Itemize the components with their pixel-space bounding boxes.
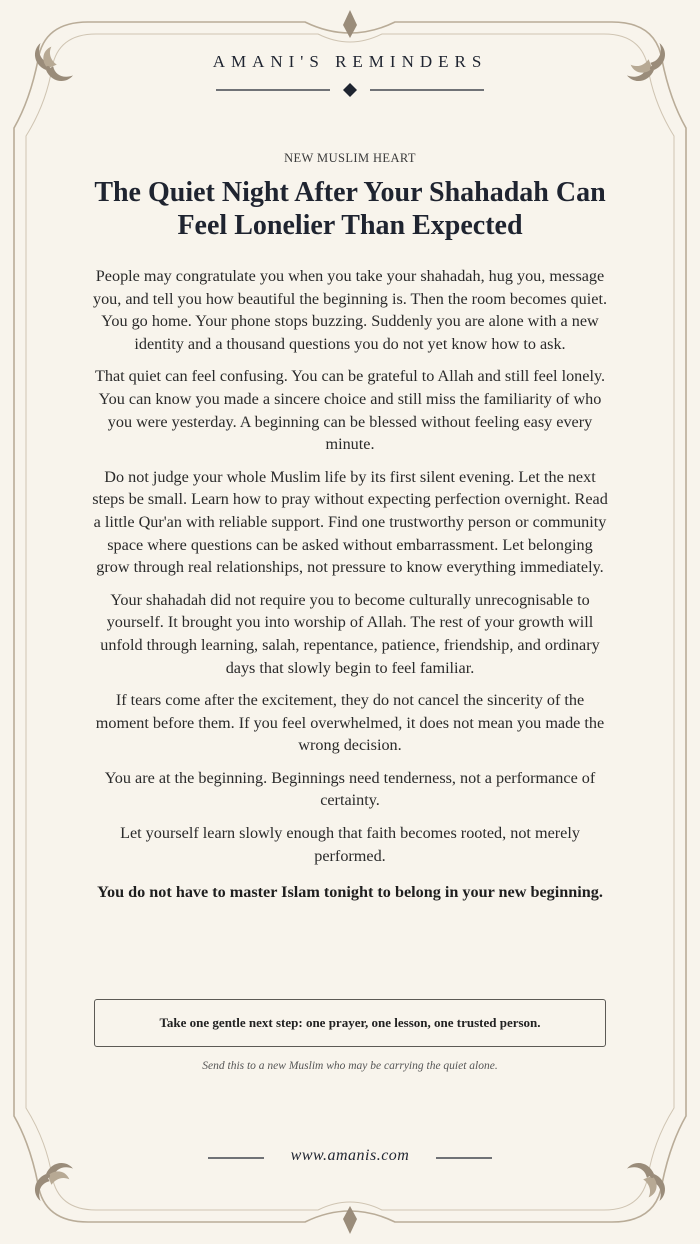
closing-statement: You do not have to master Islam tonight to belong in your new beginning. [97, 883, 603, 902]
paragraph: Do not judge your whole Muslim life by its first silent evening. Let the next steps be small. Learn how to pray without expecting perfection overnight. Read a little Qur'an with reliable support. Find one trustworthy person or community space where questions can be asked without embarrassment. Let belonging grow through real relationships, not pressure to know everything immediately. [92, 467, 608, 577]
brand-title: AMANI'S REMINDERS [212, 52, 488, 71]
article-kicker: NEW MUSLIM HEART [284, 151, 416, 165]
paragraph: That quiet can feel confusing. You can be grateful to Allah and still feel lonely. You can know you made a sincere choice and still miss the familiarity of who you were yesterday. A beginning can be blessed without feeling easy every minute. [94, 367, 606, 454]
paragraph: You are at the beginning. Beginnings need tenderness, not a performance of certainty. [104, 768, 596, 810]
article-body [92, 265, 608, 914]
paragraph: Let yourself learn slowly enough that faith becomes rooted, not merely performed. [120, 824, 580, 865]
callout-text: Take one gentle next step: one prayer, one lesson, one trusted person. [159, 1015, 541, 1030]
paragraph: People may congratulate you when you take your shahadah, hug you, message you, and tell you how beautiful the beginning is. Then the room becomes quiet. You go home. Your phone stops buzzing. Suddenly you are alone with a new identity and a thousand questions you do not yet know how to ask. [92, 267, 607, 353]
paragraph: Your shahadah did not require you to become culturally unrecognisable to yourself. It brought you into worship of Allah. The rest of your growth will unfold through learning, salah, repentance, patience, friendship, and ordinary days that slowly begin to feel familiar. [100, 590, 600, 677]
website-link[interactable]: www.amanis.com [290, 1147, 410, 1164]
share-note: Send this to a new Muslim who may be carrying the quiet alone. [202, 1060, 498, 1072]
paragraph: If tears come after the excitement, they do not cancel the sincerity of the moment before them. If you feel overwhelmed, it does not mean you made the wrong decision. [95, 691, 605, 755]
article-title: The Quiet Night After Your Shahadah Can Feel Lonelier Than Expected [94, 177, 606, 241]
next-step-callout [94, 999, 606, 1047]
